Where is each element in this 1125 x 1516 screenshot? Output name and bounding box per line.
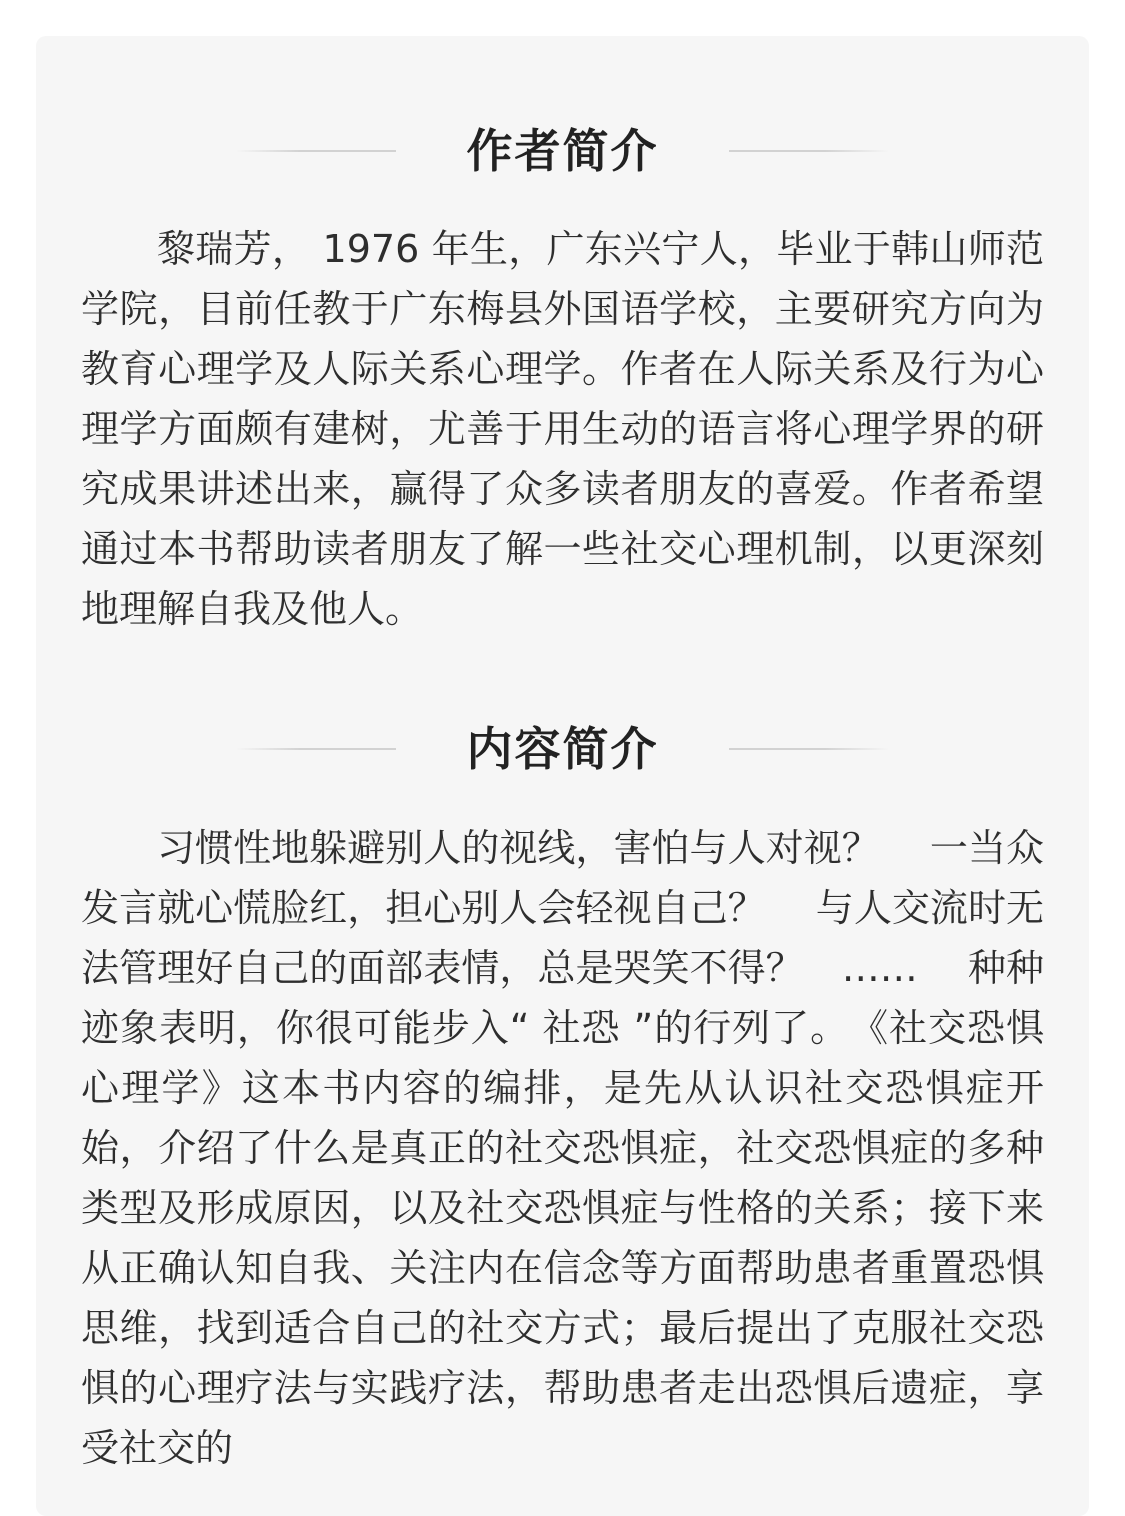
author-bio-text: 黎瑞芳， 1976 年生，广东兴宁人，毕业于韩山师范学院，目前任教于广东梅县外国语学校，主要研究方向为教育心理学及人际关系心理学。作者在人际关系及行为心理学方面颇有建树，尤善于用生动的语言将心理学界的研究成果讲述出来，赢得了众多读者朋友的喜爱。作者希望通过本书帮助读者朋友了解一些社交心理机制，以更深刻地理解自我及他人。 [81,227,1044,631]
header-divider-left [236,150,396,152]
content-summary-text: 习惯性地躲避别人的视线，害怕与人对视？ 一当众发言就心慌脸红，担心别人会轻视自己？ 与人交流时无法管理好自己的面部表情，总是哭笑不得？ …… 种种迹象表明，你很可能步入“ 社恐 ”的行列了。 《社交恐惧心理学》这本书内容的编排，是先从认识社交恐惧症开始，介绍了什么是真正的社交恐惧症，社交恐惧症的多种类型及形成原因，以及社交恐惧症与性格的关系；接下来从正确认知自我、关注内在信念等方面帮助患者重置恐惧思维，找到适合自己的社交方式；最后提出了克服社交恐惧的心理疗法与实践疗法，帮助患者走出恐惧后遗症，享受社交的 [81,826,1044,1470]
book-info-card [36,36,1089,1516]
header-divider-left [236,748,396,750]
author-section-title: 作者简介 [466,124,659,178]
content-section-header [36,714,1089,784]
author-section-header [36,116,1089,186]
content-section-title: 内容简介 [466,722,659,776]
header-divider-right [729,748,889,750]
header-divider-right [729,150,889,152]
